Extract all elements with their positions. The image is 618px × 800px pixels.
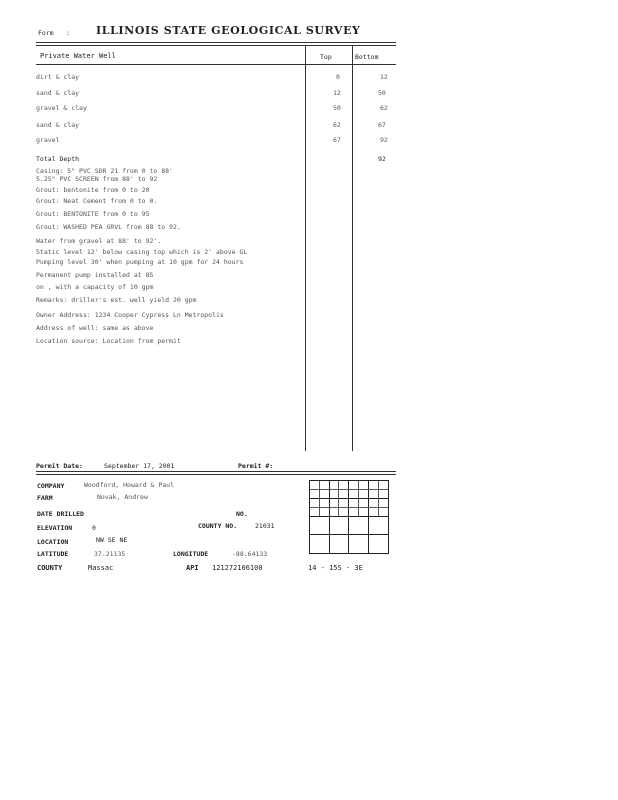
- grid-subline: [338, 481, 339, 516]
- table-header-description: Private Water Well: [40, 52, 116, 60]
- county-no-label: COUNTY NO.: [198, 522, 238, 530]
- grid-line: [310, 498, 388, 499]
- strata-row-top: 67: [333, 136, 341, 144]
- longitude-value: -88.64133: [232, 550, 268, 558]
- grid-subline: [319, 481, 320, 516]
- grid-line: [329, 481, 330, 553]
- permit-date-label: Permit Date:: [36, 462, 83, 470]
- strata-row-bottom: 12: [380, 73, 388, 81]
- strata-row-desc: gravel: [36, 136, 60, 144]
- permit-number-label: Permit #:: [238, 462, 274, 470]
- county-label: COUNTY: [37, 564, 63, 572]
- note-line: Owner Address: 1234 Cooper Cypress Ln Metropolis: [36, 311, 224, 319]
- strata-row-desc: sand & clay: [36, 89, 80, 97]
- strata-row-bottom: 62: [380, 104, 388, 112]
- note-line: Address of well: same as above: [36, 324, 154, 332]
- grid-subline: [310, 507, 388, 508]
- form-label: Form: [38, 29, 54, 37]
- total-depth-label: Total Depth: [36, 155, 80, 163]
- strata-row-bottom: 67: [378, 121, 386, 129]
- company-label: COMPANY: [37, 482, 65, 490]
- no-label: NO.: [236, 510, 248, 518]
- county-value: Massac: [88, 564, 114, 572]
- location-label: LOCATION: [37, 538, 69, 546]
- table-header-top: Top: [320, 53, 332, 61]
- latitude-label: LATITUDE: [37, 550, 69, 558]
- strata-row-top: 0: [336, 73, 340, 81]
- column-divider-top: [305, 45, 306, 451]
- elevation-label: ELEVATION: [37, 524, 73, 532]
- section-grid: [309, 480, 389, 554]
- longitude-label: LONGITUDE: [173, 550, 209, 558]
- api-label: API: [186, 564, 199, 572]
- county-no-value: 21031: [255, 522, 275, 530]
- table-header-bottom: Bottom: [355, 53, 379, 61]
- grid-line: [368, 481, 369, 553]
- date-drilled-label: DATE DRILLED: [37, 510, 84, 518]
- company-value: Woodford, Howard & Paul: [84, 481, 175, 489]
- grid-line: [310, 516, 388, 517]
- note-line: Casing: 5" PVC SDR 21 from 0 to 88': [36, 167, 173, 175]
- permit-date-value: September 17, 2001: [104, 462, 175, 470]
- note-line: Pumping level 30' when pumping at 10 gpm for 24 hours: [36, 258, 244, 266]
- grid-subline: [310, 489, 388, 490]
- grid-subline: [378, 481, 379, 516]
- strata-row-top: 50: [333, 104, 341, 112]
- table-header-rule: [36, 64, 396, 65]
- note-line: on , with a capacity of 10 gpm: [36, 283, 154, 291]
- note-line: Water from gravel at 88' to 92'.: [36, 237, 162, 245]
- top-rule-2: [36, 45, 396, 46]
- grid-subline: [358, 481, 359, 516]
- note-line: Remarks: driller's est. well yield 20 gpm: [36, 296, 197, 304]
- location-value: NW SE NE: [96, 536, 128, 544]
- api-value: 121272106100: [212, 564, 263, 572]
- strata-row-desc: sand & clay: [36, 121, 80, 129]
- permit-rule-1: [36, 471, 396, 472]
- farm-value: Novak, Andrew: [97, 493, 148, 501]
- strata-row-top: 62: [333, 121, 341, 129]
- note-line: Grout: WASHED PEA GRVL from 88 to 92.: [36, 223, 181, 231]
- total-depth-value: 92: [378, 155, 386, 163]
- township-range: 14 - 15S - 3E: [308, 564, 363, 572]
- strata-row-desc: gravel & clay: [36, 104, 87, 112]
- elevation-value: 0: [92, 524, 96, 532]
- note-line: Grout: bentonite from 0 to 20: [36, 186, 150, 194]
- strata-row-desc: dirt & clay: [36, 73, 80, 81]
- strata-row-bottom: 92: [380, 136, 388, 144]
- farm-label: FARM: [37, 494, 53, 502]
- strata-row-top: 12: [333, 89, 341, 97]
- column-divider-bottom: [352, 45, 353, 451]
- permit-rule-2: [36, 474, 396, 475]
- note-line: Location source: Location from permit: [36, 337, 181, 345]
- grid-line: [310, 534, 388, 535]
- strata-row-bottom: 50: [378, 89, 386, 97]
- note-line: Grout: BENTONITE from 0 to 95: [36, 210, 150, 218]
- top-rule-1: [36, 42, 396, 43]
- note-line: Static level 12' below casing top which is 2' above GL: [36, 248, 248, 256]
- note-line: 5.25" PVC SCREEN from 88' to 92: [36, 175, 158, 183]
- note-line: Permanent pump installed at 85: [36, 271, 154, 279]
- page-title: ILLINOIS STATE GEOLOGICAL SURVEY: [96, 24, 361, 37]
- grid-line: [348, 481, 349, 553]
- note-line: Grout: Neat Cement from 0 to 0.: [36, 197, 158, 205]
- form-colon: :: [66, 29, 70, 37]
- latitude-value: 37.21135: [94, 550, 126, 558]
